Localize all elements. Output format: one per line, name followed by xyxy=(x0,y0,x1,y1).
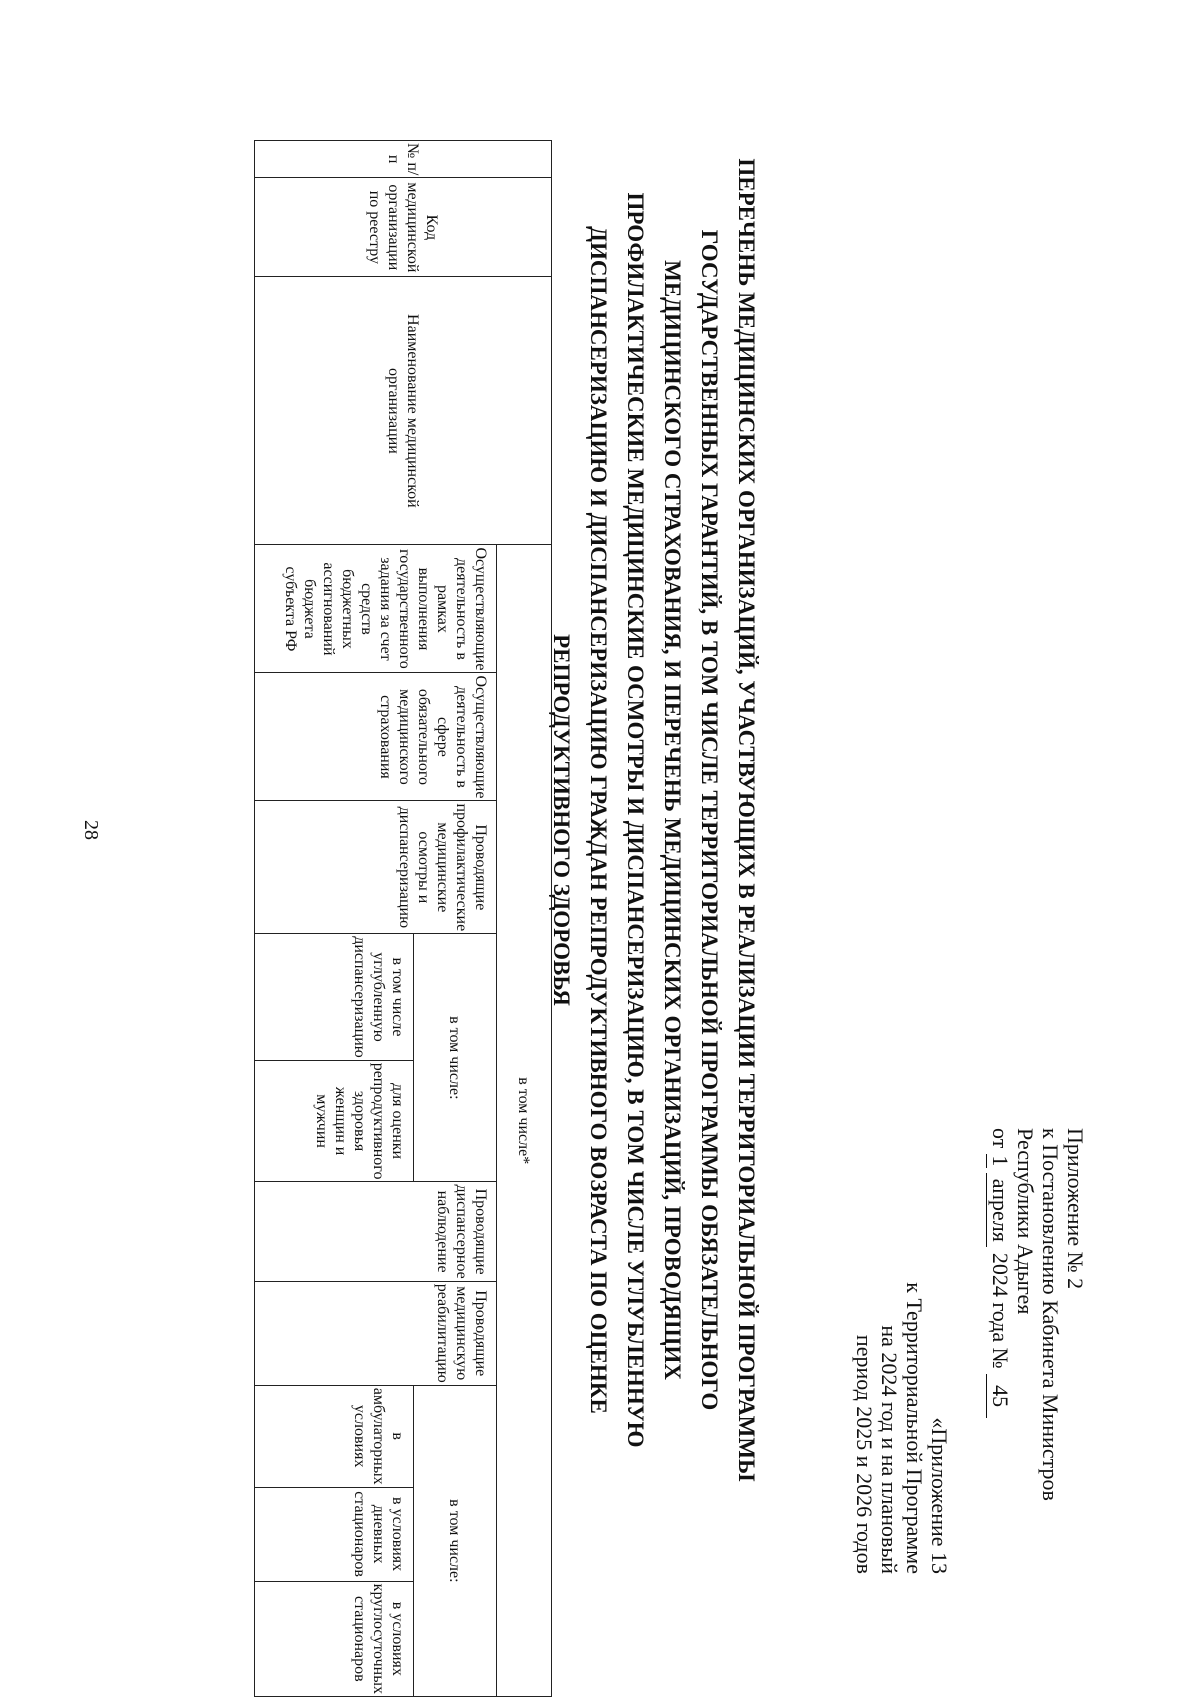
header-round-hospital: в условиях круглосуточных стационаров xyxy=(255,1581,414,1696)
header-disp-observation: Проводящие диспансерное наблюдение xyxy=(255,1182,497,1281)
page-number: 28 xyxy=(80,820,102,840)
header-name: Наименование медицинской организации xyxy=(255,277,552,545)
title-line-1: ПЕРЕЧЕНЬ МЕДИЦИНСКИХ ОРГАНИЗАЦИЙ, УЧАСТВУЮЩИХ В РЕАЛИЗАЦИИ ТЕРРИТОРИАЛЬНОЙ ПРОГРАММЫ xyxy=(734,158,759,1482)
header-repro: для оценки репродуктивного здоровья женщин и мужчин xyxy=(255,1060,414,1182)
doc-number: 45 xyxy=(986,1374,1013,1418)
header-subgroup-2: в том числе: xyxy=(414,1385,497,1696)
header-group-including: в том числе* xyxy=(497,545,552,1697)
appendix-line-1: «Приложение 13 xyxy=(927,1417,952,1574)
header-code: Код медицинской организации по реестру xyxy=(255,178,552,277)
header-subgroup-1: в том числе: xyxy=(414,934,497,1182)
date-month: апреля xyxy=(986,1173,1013,1247)
header-rehab: Проводящие медицинскую реабилитацию xyxy=(255,1281,497,1385)
date-year: 2024 года № xyxy=(988,1252,1013,1369)
header-num: № п/п xyxy=(255,141,552,178)
header-oms: Осуществляющие деятельность в сфере обязательного медицинского страхования xyxy=(255,673,497,801)
header-ambulatory: в амбулаторных условиях xyxy=(255,1385,414,1487)
title-line-5: ДИСПАНСЕРИЗАЦИЮ И ДИСПАНСЕРИЗАЦИЮ ГРАЖДАН РЕПРОДУКТИВНОГО ВОЗРАСТА ПО ОЦЕНКЕ xyxy=(586,226,611,1414)
title-line-3: МЕДИЦИНСКОГО СТРАХОВАНИЯ, И ПЕРЕЧЕНЬ МЕДИЦИНСКИХ ОРГАНИЗАЦИЙ, ПРОВОДЯЩИХ xyxy=(660,260,685,1380)
header-line-3: Республики Адыгея xyxy=(1013,1128,1038,1315)
date-prefix: от xyxy=(988,1128,1013,1149)
appendix-line-4: период 2025 и 2026 годов xyxy=(852,1334,877,1574)
appendix-line-2: к Территориальной Программе xyxy=(902,1282,927,1574)
header-state-task: Осуществляющие деятельность в рамках выполнения государственного задания за счет средств бюджетных ассигнований бюджета субъекта РФ xyxy=(255,545,497,673)
title-line-4: ПРОФИЛАКТИЧЕСКИЕ МЕДИЦИНСКИЕ ОСМОТРЫ И ДИСПАНСЕРИЗАЦИЮ, В ТОМ ЧИСЛЕ УГЛУБЛЕННУЮ xyxy=(623,192,648,1448)
header-line-2: к Постановлению Кабинета Министров xyxy=(1038,1128,1063,1501)
header-deep-disp: в том числе углубленную диспансеризацию xyxy=(255,934,414,1060)
appendix-line-3: на 2024 год и на плановый xyxy=(877,1325,902,1574)
header-date-line xyxy=(986,1128,1013,1418)
organizations-table xyxy=(254,140,552,1697)
header-prof: Проводящие профилактические медицинские осмотры и диспансеризацию xyxy=(255,801,497,934)
title-line-6: РЕПРОДУКТИВНОГО ЗДОРОВЬЯ xyxy=(549,634,574,1006)
date-day: 1 xyxy=(986,1154,1013,1168)
title-line-2: ГОСУДАРСТВЕННЫХ ГАРАНТИЙ, В ТОМ ЧИСЛЕ ТЕРРИТОРИАЛЬНОЙ ПРОГРАММЫ ОБЯЗАТЕЛЬНОГО xyxy=(697,229,722,1411)
header-day-hospital: в условиях дневных стационаров xyxy=(255,1487,414,1581)
document-title xyxy=(543,55,765,1585)
header-line-1: Приложение № 2 xyxy=(1063,1128,1088,1290)
